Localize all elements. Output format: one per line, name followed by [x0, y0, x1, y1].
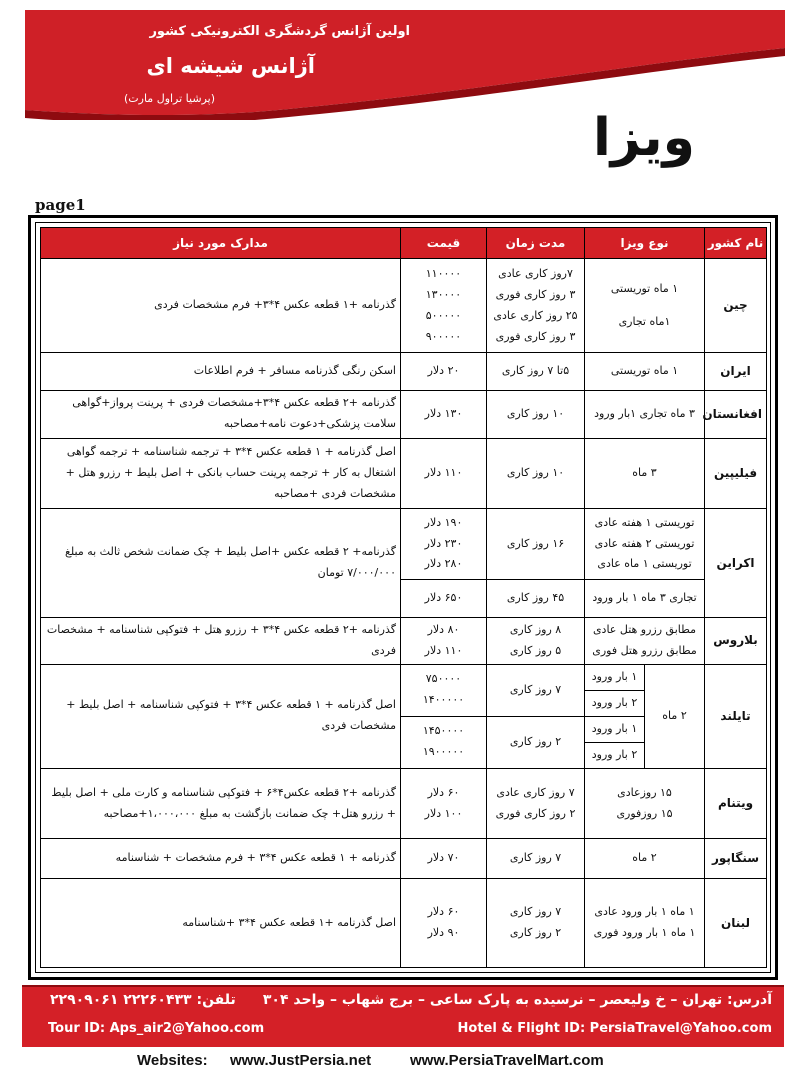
price-line: ۱۰۰ دلار [424, 806, 463, 820]
documents-cell: اصل گذرنامه + ۱ قطعه عکس ۴*۳ + فتوکپی شناسنامه + اصل بلیط + مشخصات فردی [41, 664, 401, 768]
price-cell [401, 664, 487, 716]
price-cell: ۲۰ دلار [401, 353, 487, 390]
country-cell: افغانستان [705, 390, 767, 438]
price-line: ۲۳۰ دلار [424, 536, 463, 550]
table-row [41, 390, 767, 438]
table-frame [28, 215, 778, 980]
header-visa-type: نوع ویزا [585, 228, 705, 259]
visa-type-line: ۱ماه تجاری [618, 314, 671, 328]
duration-cell [487, 259, 585, 353]
table-header-row [41, 228, 767, 259]
visa-type-line: ۱ ماه ۱ بار ورود عادی [594, 905, 695, 919]
price-line: ۵۰۰۰۰۰ [425, 308, 462, 322]
page-number-label: page1 [35, 196, 86, 214]
duration-cell: ۱۰ روز کاری [487, 438, 585, 508]
visa-type-cell [585, 259, 705, 353]
visa-table [40, 227, 767, 968]
duration-cell [487, 617, 585, 664]
documents-cell: گذرنامه+ ۲ قطعه عکس +اصل بلیط + چک ضمانت شخص ثالث به مبلغ ۷/۰۰۰/۰۰۰ تومان [41, 509, 401, 618]
table-row [41, 259, 767, 353]
country-cell: ایران [705, 353, 767, 390]
table-row [41, 438, 767, 508]
visa-type-line: توریستی ۲ هفته عادی [594, 536, 695, 550]
footer-hotel-email[interactable]: Hotel & Flight ID: PersiaTravel@Yahoo.com [457, 1021, 772, 1036]
footer-phone: تلفن: ۲۲۲۶۰۴۳۳ ۲۲۹۰۹۰۶۱ [50, 992, 236, 1008]
documents-cell: اسکن رنگی گذرنامه مسافر + فرم اطلاعات [41, 353, 401, 390]
footer-bar [22, 985, 784, 1047]
table-row [41, 509, 767, 579]
country-cell: فیلیپین [705, 438, 767, 508]
page-title: ویزا [592, 108, 695, 168]
entry-cell: ۲ بار ورود [585, 742, 645, 768]
duration-line: ۲۵ روز کاری عادی [493, 308, 578, 322]
duration-cell: ۷ روز کاری [487, 839, 585, 879]
price-cell [401, 617, 487, 664]
website-link-justpersia[interactable]: www.JustPersia.net [230, 1052, 372, 1069]
visa-type-cell: ۳ ماه تجاری ۱بار ورود [585, 390, 705, 438]
footer-tour-email[interactable]: Tour ID: Aps_air2@Yahoo.com [48, 1021, 265, 1036]
header-banner [25, 10, 785, 120]
visa-type-cell: ۱ ماه توریستی [585, 353, 705, 390]
table-row [41, 879, 767, 968]
price-line: ۱۱۰ دلار [424, 643, 463, 657]
documents-cell: گذرنامه +۲ قطعه عکس ۴*۳+مشخصات فردی + پرینت پرواز+گواهی سلامت پزشکی+دعوت نامه+مصاحبه [41, 390, 401, 438]
agency-subtitle: (پرشیا تراول مارت) [124, 92, 215, 105]
duration-line: ۲ روز کاری [509, 926, 562, 940]
duration-line: ۳ روز کاری فوری [495, 329, 576, 343]
country-cell: چین [705, 259, 767, 353]
duration-cell: ۴۵ روز کاری [487, 579, 585, 617]
price-cell [401, 509, 487, 579]
duration-cell: ۱۰ روز کاری [487, 390, 585, 438]
price-line: ۹۰ دلار [427, 926, 460, 940]
duration-line: ۷ روز کاری [509, 905, 562, 919]
visa-type-line: ۱ ماه توریستی [610, 281, 679, 295]
price-line: ۸۰ دلار [427, 622, 460, 636]
duration-cell: ۵تا ۷ روز کاری [487, 353, 585, 390]
duration-line: ۵ روز کاری [509, 643, 562, 657]
header-tagline: اولین آژانس گردشگری الکترونیکی کشور [149, 24, 410, 39]
table-row [41, 664, 767, 690]
documents-cell: اصل گذرنامه +۱ قطعه عکس ۴*۳ +شناسنامه [41, 879, 401, 968]
price-line: ۱۳۰۰۰۰ [425, 287, 462, 301]
price-line: ۱۹۰ دلار [424, 515, 463, 529]
documents-cell: گذرنامه + ۱ قطعه عکس ۴*۳ + فرم مشخصات + شناسنامه [41, 839, 401, 879]
header-country: نام کشور [705, 228, 767, 259]
price-cell: ۱۳۰ دلار [401, 390, 487, 438]
price-cell [401, 768, 487, 838]
country-cell: تایلند [705, 664, 767, 768]
visa-type-cell: ۲ ماه [585, 839, 705, 879]
visa-type-cell [585, 617, 705, 664]
website-link-persiatravelmart[interactable]: www.PersiaTravelMart.com [410, 1052, 604, 1069]
country-cell: سنگاپور [705, 839, 767, 879]
visa-type-line: توریستی ۱ هفته عادی [594, 515, 695, 529]
country-cell: اکراین [705, 509, 767, 618]
visa-type-cell [585, 768, 705, 838]
documents-cell: گذرنامه +۲ قطعه عکس ۴*۳ + رزرو هتل + فتوکپی شناسنامه + مشخصات فردی [41, 617, 401, 664]
price-cell [401, 716, 487, 768]
visa-type-cell [585, 879, 705, 968]
price-line: ۶۰ دلار [427, 785, 460, 799]
visa-type-cell [585, 509, 705, 579]
entry-cell: ۲ بار ورود [585, 690, 645, 716]
footer-address: آدرس: تهران – خ ولیعصر – نرسیده به پارک ساعی – برج شهاب – واحد ۳۰۴ [262, 992, 772, 1008]
header-price: قیمت [401, 228, 487, 259]
duration-cell [487, 768, 585, 838]
price-cell [401, 259, 487, 353]
table-row [41, 353, 767, 390]
table-row [41, 768, 767, 838]
price-line: ۹۰۰۰۰۰ [425, 329, 462, 343]
duration-line: ۲ روز کاری فوری [495, 806, 576, 820]
price-cell [401, 879, 487, 968]
country-cell: لبنان [705, 879, 767, 968]
duration-line: ۷روز کاری عادی [498, 266, 573, 280]
visa-period-cell: ۲ ماه [645, 664, 705, 768]
price-line: ۱۴۰۰۰۰۰ [422, 693, 465, 707]
table-row [41, 839, 767, 879]
websites-label: Websites: [137, 1052, 208, 1069]
duration-line: ۸ روز کاری [509, 622, 562, 636]
visa-type-cell: ۳ ماه [585, 438, 705, 508]
entry-cell: ۱ بار ورود [585, 716, 645, 742]
price-cell: ۷۰ دلار [401, 839, 487, 879]
country-cell: ویتنام [705, 768, 767, 838]
price-line: ۱۴۵۰۰۰۰ [422, 724, 465, 738]
documents-cell: گذرنامه +۱ قطعه عکس ۴*۳+ فرم مشخصات فردی [41, 259, 401, 353]
table-row [41, 617, 767, 664]
price-line: ۶۰ دلار [427, 905, 460, 919]
visa-type-cell: تجاری ۳ ماه ۱ بار ورود [585, 579, 705, 617]
entry-cell: ۱ بار ورود [585, 664, 645, 690]
visa-type-line: توریستی ۱ ماه عادی [597, 557, 692, 571]
visa-type-line: مطابق رزرو هتل عادی [592, 622, 697, 636]
visa-type-line: ۱ ماه ۱ بار ورود فوری [593, 926, 696, 940]
price-line: ۲۸۰ دلار [424, 557, 463, 571]
price-line: ۱۹۰۰۰۰۰ [422, 745, 465, 759]
visa-type-line: ۱۵ روزفوری [616, 806, 673, 820]
duration-line: ۷ روز کاری عادی [496, 785, 575, 799]
header-duration: مدت زمان [487, 228, 585, 259]
price-line: ۱۱۰۰۰۰ [425, 266, 462, 280]
price-cell: ۱۱۰ دلار [401, 438, 487, 508]
visa-type-line: ۱۵ روزعادی [617, 785, 672, 799]
price-cell: ۶۵۰ دلار [401, 579, 487, 617]
header-documents: مدارک مورد نیاز [41, 228, 401, 259]
agency-name: آژانس شیشه ای [146, 54, 315, 78]
visa-type-line: مطابق رزرو هتل فوری [592, 643, 697, 657]
duration-line: ۳ روز کاری فوری [495, 287, 576, 301]
country-cell: بلاروس [705, 617, 767, 664]
duration-cell: ۱۶ روز کاری [487, 509, 585, 579]
price-line: ۷۵۰۰۰۰ [425, 672, 462, 686]
duration-cell [487, 879, 585, 968]
documents-cell: گذرنامه +۲ قطعه عکس۴*۶ + فتوکپی شناسنامه و کارت ملی + اصل بلیط + رزرو هتل+ چک ضمانت بازگشت به مبلغ ۱،۰۰۰،۰۰۰+مصاحبه [41, 768, 401, 838]
duration-cell: ۷ روز کاری [487, 664, 585, 716]
duration-cell: ۲ روز کاری [487, 716, 585, 768]
documents-cell: اصل گذرنامه + ۱ قطعه عکس ۴*۳ + ترجمه شناسنامه + ترجمه گواهی اشتغال به کار + ترجمه پرینت حساب بانکی + اصل بلیط + رزرو هتل + مشخصات فردی +مصاحبه [41, 438, 401, 508]
